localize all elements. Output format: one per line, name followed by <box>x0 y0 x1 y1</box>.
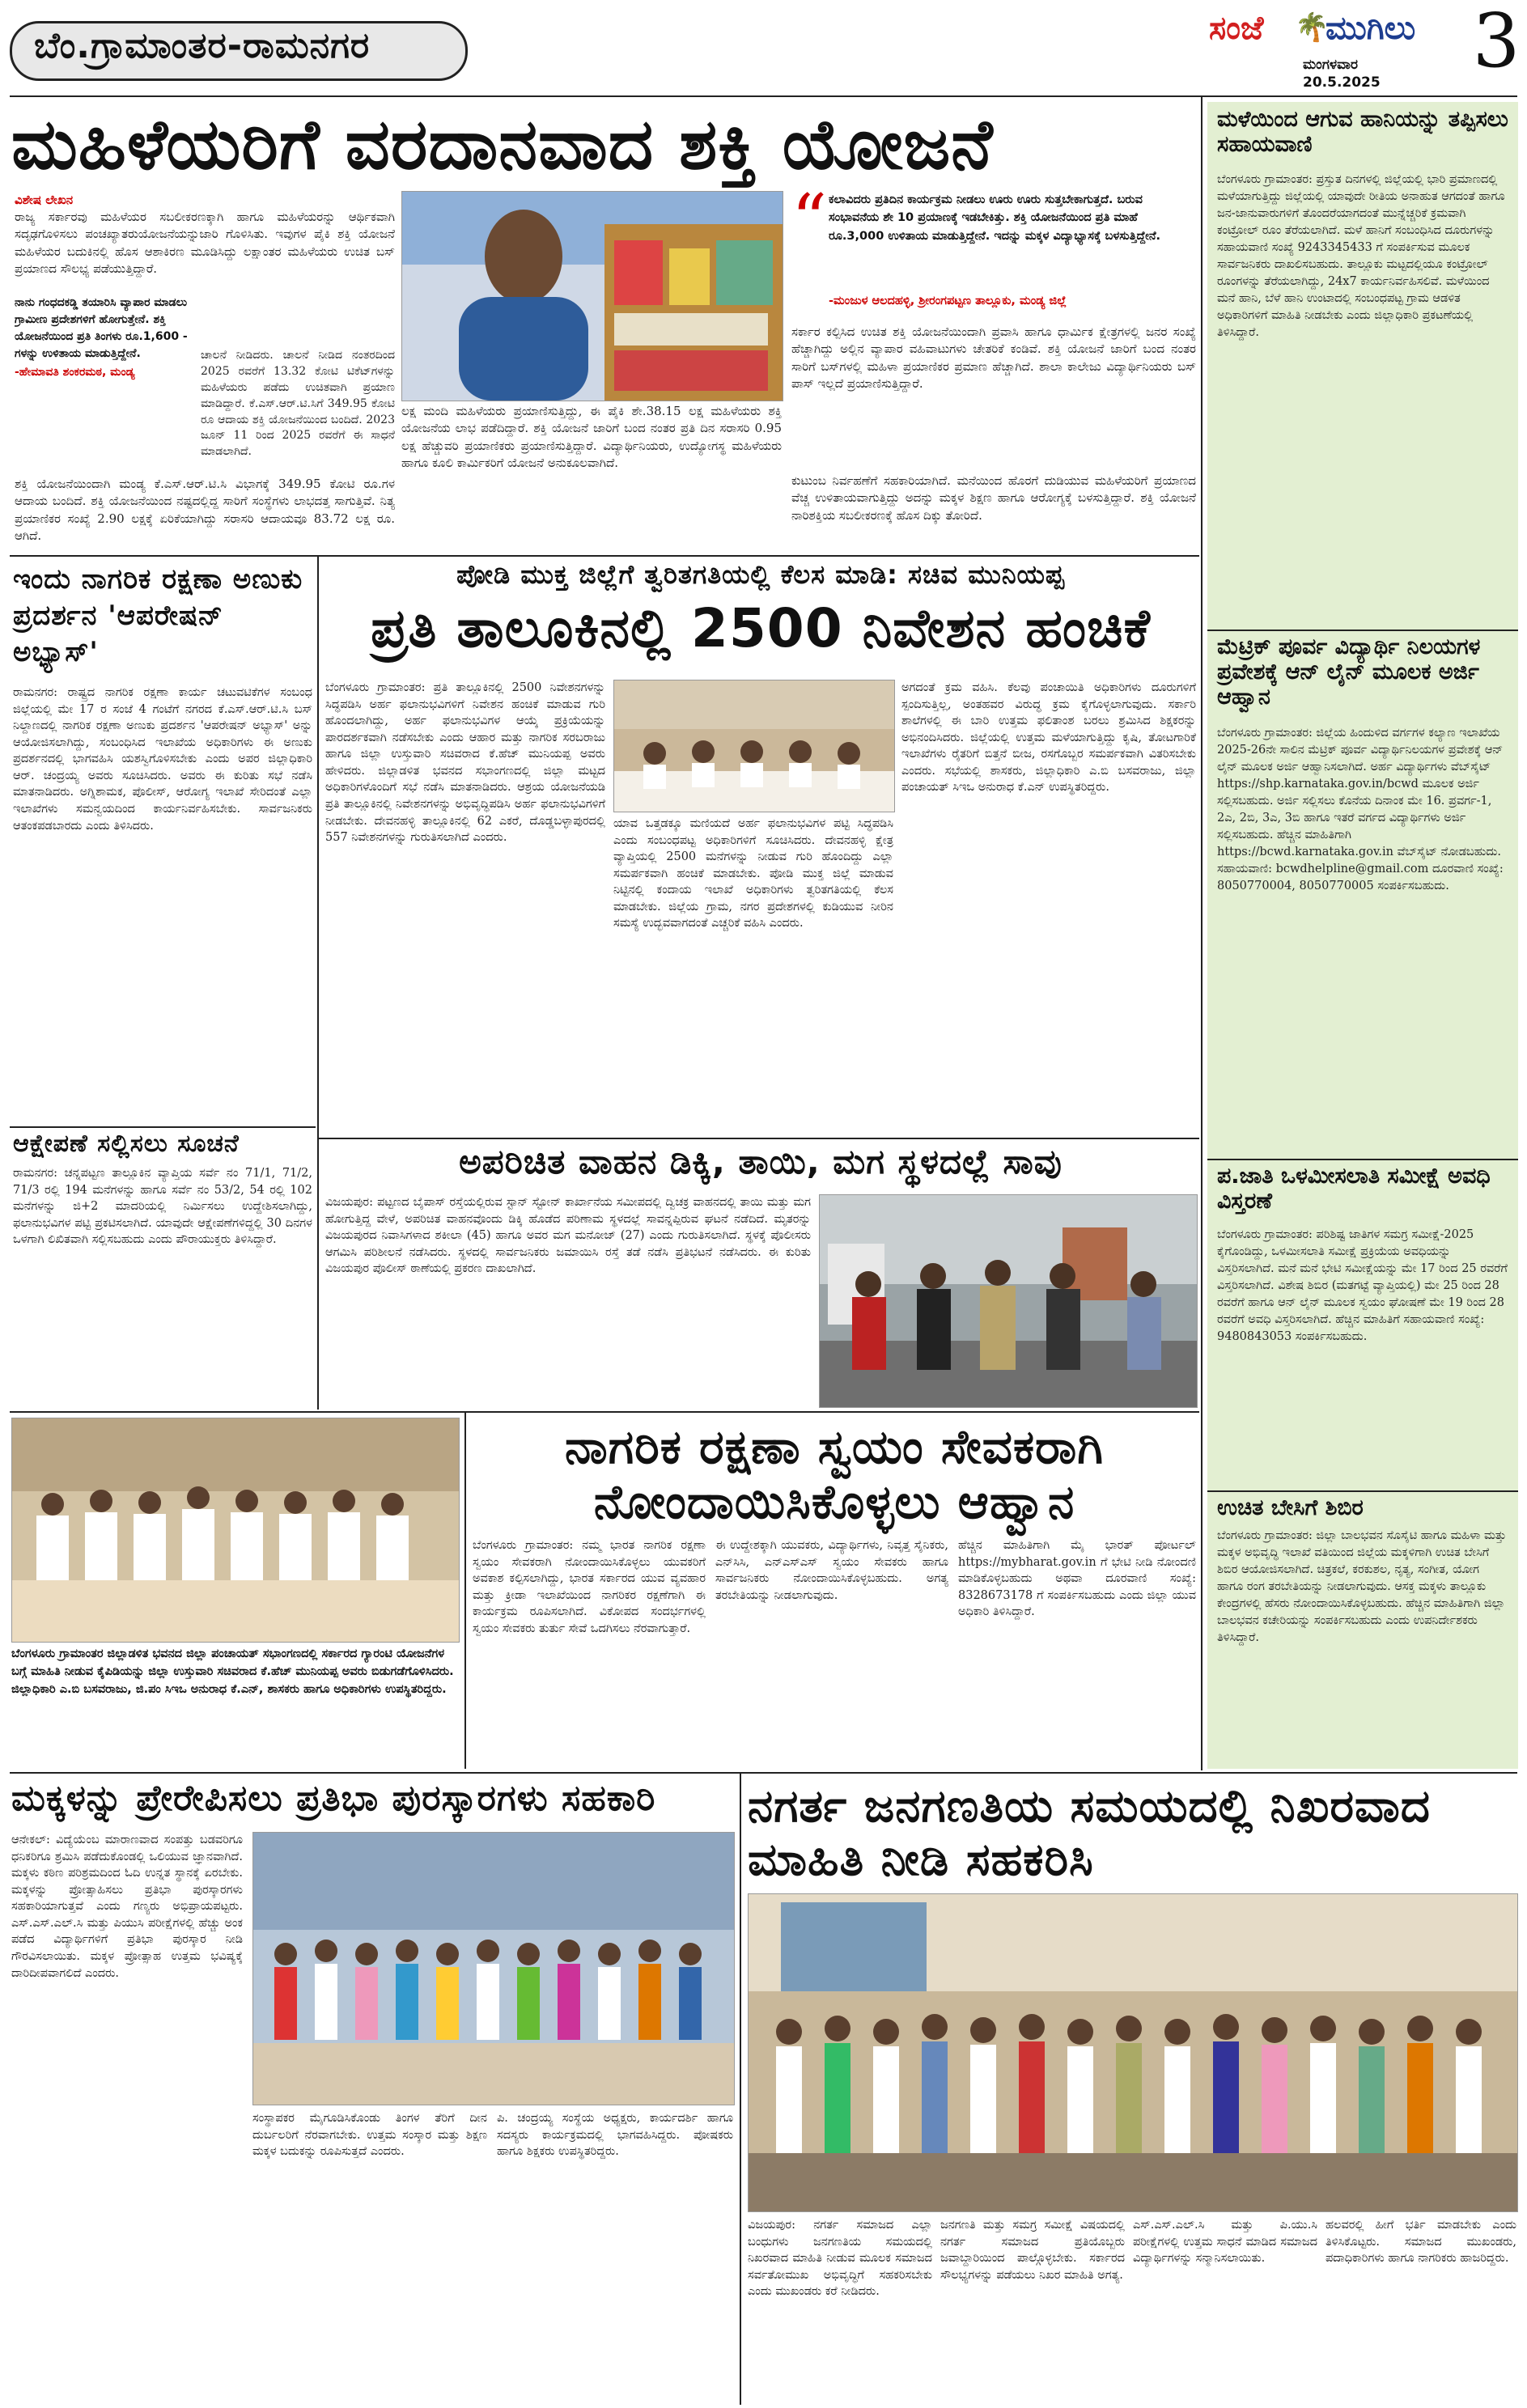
issue-day: ಮಂಗಳವಾರ <box>1303 57 1359 73</box>
lead-headline: ಮಹಿಳೆಯರಿಗೆ ವರದಾನವಾದ ಶಕ್ತಿ ಯೋಜನೆ <box>11 104 994 185</box>
volunteers-body3: ಹೆಚ್ಚಿನ ಮಾಹಿತಿಗಾಗಿ ಮೈ ಭಾರತ್ ಪೋರ್ಟಲ್ https://mybharat.gov.in ಗೆ ಭೇಟಿ ನೀಡಿ ನೋಂದಣಿ ಮಾಡಿಕೊಳ್ಳಬಹುದು ಅಥವಾ ದೂರವಾಣಿ ಸಂಖ್ಯೆ: 8328673178 ಗೆ ಸಂಪರ್ಕಿಸಬಹುದು ಎಂದು ಜಿಲ್ಲಾ ಯುವ ಅಧಿಕಾರಿ ತಿಳಿಸಿದ್ದಾರೆ. <box>958 1539 1196 1619</box>
hostel-body: ಬೆಂಗಳೂರು ಗ್ರಾಮಾಂತರ: ಜಿಲ್ಲೆಯ ಹಿಂದುಳಿದ ವರ್ಗಗಳ ಕಲ್ಯಾಣ ಇಲಾಖೆಯ 2025-26ನೇ ಸಾಲಿನ ಮೆಟ್ರಿಕ್ ಪೂರ್ವ ವಿದ್ಯಾರ್ಥಿನಿಲಯಗಳ ಪ್ರವೇಶಕ್ಕೆ ಆನ್ ಲೈನ್ ಮೂಲಕ ಅರ್ಜಿ ಆಹ್ವಾನಿಸಲಾಗಿದೆ. ಅರ್ಹ ವಿದ್ಯಾರ್ಥಿಗಳು ವೆಬ್‌ಸೈಟ್ https://shp.karnataka.gov.in/bcwd ಮೂಲಕ ಅರ್ಜಿ ಸಲ್ಲಿಸಬಹುದು. ಅರ್ಜಿ ಸಲ್ಲಿಸಲು ಕೊನೆಯ ದಿನಾಂಕ ಮೇ 16. ಪ್ರವರ್ಗ-1, 2ಎ, 2ಬಿ, 3ಎ, 3ಬಿ ಹಾಗೂ ಇತರೆ ವರ್ಗದ ವಿದ್ಯಾರ್ಥಿಗಳು ಅರ್ಜಿ ಸಲ್ಲಿಸಬಹುದು. ಹೆಚ್ಚಿನ ಮಾಹಿತಿಗಾಗಿ https://bcwd.karnataka.gov.in ವೆಬ್‌ಸೈಟ್ ನೋಡಬಹುದು. ಸಹಾಯವಾಣಿ: bcwdhelpline@gmail.com ದೂರವಾಣಿ ಸಂಖ್ಯೆ: 8050770004, 8050770005 ಸಂಪರ್ಕಿಸಬಹುದು. <box>1217 727 1504 893</box>
sites-kicker: ಪೋಡಿ ಮುಕ್ತ ಜಿಲ್ಲೆಗೆ ತ್ವರಿತಗತಿಯಲ್ಲಿ ಕೆಲಸ ಮಾಡಿ: ಸಚಿವ ಮುನಿಯಪ್ಪ <box>456 559 1065 590</box>
volunteers-body2: ಈ ಉದ್ದೇಶಕ್ಕಾಗಿ ಯುವಕರು, ವಿದ್ಯಾರ್ಥಿಗಳು, ನಿವೃತ್ತ ಸೈನಿಕರು, ಎನ್‌ಸಿಸಿ, ಎನ್‌ಎಸ್‌ಎಸ್ ಸ್ವಯಂ ಸೇವಕರು ಹಾಗೂ ಸಾರ್ವಜನಿಕರು ನೋಂದಾಯಿಸಿಕೊಳ್ಳಬಹುದು. ಅಗತ್ಯ ತರಬೇತಿಯನ್ನು ನೀಡಲಾಗುವುದು. <box>715 1539 948 1602</box>
lead-body-col2: ಚಾಲನೆ ನೀಡಿದರು. ಚಾಲನೆ ನೀಡಿದ ನಂತರದಿಂದ 2025 ರವರೆಗೆ 13.32 ಕೋಟಿ ಟಿಕೆಟ್‌ಗಳನ್ನು ಮಹಿಳೆಯರು ಪಡೆದು ಉಚಿತವಾಗಿ ಪ್ರಯಾಣ ಮಾಡಿದ್ದಾರೆ. ಕೆ.ಎಸ್.ಆರ್.ಟಿ.ಸಿಗೆ 349.95 ಕೋಟಿ ರೂ ಆದಾಯ ಶಕ್ತಿ ಯೋಜನೆಯಿಂದ ಬಂದಿದೆ. 2023 ಜೂನ್ 11 ರಿಂದ 2025 ರವರೆಗೆ ಈ ಸಾಧನೆ ಮಾಡಲಾಗಿದೆ. <box>201 349 395 459</box>
awards-body3: ಪಿ. ಚಂದ್ರಯ್ಯ ಸಂಸ್ಥೆಯ ಅಧ್ಯಕ್ಷರು, ಕಾರ್ಯದರ್ಶಿ ಹಾಗೂ ಸದಸ್ಯರು ಕಾರ್ಯಕ್ರಮದಲ್ಲಿ ಭಾಗವಹಿಸಿದ್ದರು. ಪೋಷಕರು ಹಾಗೂ ಶಿಕ್ಷಕರು ಉಪಸ್ಥಿತರಿದ್ದರು. <box>497 2112 733 2159</box>
paper-name-1: ಸಂಜೆ <box>1209 10 1264 47</box>
awards-photo <box>252 1832 735 2105</box>
page-number: 3 <box>1472 0 1521 84</box>
volunteers-headline: ನಾಗರಿಕ ರಕ್ಷಣಾ ಸ್ವಯಂ ಸೇವಕರಾಗಿ ನೋಂದಾಯಿಸಿಕೊಳ್ಳಲು ಆಹ್ವಾನ <box>565 1419 1104 1530</box>
census-body4: ಹಲವರಲ್ಲಿ ಹೀಗೆ ಭರ್ತಿ ಮಾಡಬೇಕು ಎಂದು ತಿಳಿಸಿಕೊಟ್ಟರು. ಸಮಾಜದ ಮುಖಂಡರು, ಪದಾಧಿಕಾರಿಗಳು ಹಾಗೂ ನಾಗರಿಕರು ಹಾಜರಿದ್ದರು. <box>1326 2219 1516 2266</box>
lead-kicker: ವಿಶೇಷ ಲೇಖನ <box>15 193 74 207</box>
lead-photo <box>401 191 783 401</box>
section-title: ಬೆಂ.ಗ್ರಾಮಾಂತರ-ರಾಮನಗರ <box>34 25 371 66</box>
sites-body1: ಬೆಂಗಳೂರು ಗ್ರಾಮಾಂತರ: ಪ್ರತಿ ತಾಲ್ಲೂಕಿನಲ್ಲಿ 2500 ನಿವೇಶನಗಳನ್ನು ಸಿದ್ಧಪಡಿಸಿ ಅರ್ಹ ಫಲಾನುಭವಿಗಳಿಗೆ ನಿವೇಶನ ಹಂಚಿಕೆ ಮಾಡುವ ಗುರಿ ಹೊಂದಲಾಗಿದ್ದು, ಅರ್ಹ ಫಲಾನುಭವಿಗಳ ಆಯ್ಕೆ ಪ್ರಕ್ರಿಯೆಯನ್ನು ಪಾರದರ್ಶಕವಾಗಿ ನಡೆಸಬೇಕು ಎಂದು ಆಹಾರ ಮತ್ತು ನಾಗರಿಕ ಸರಬರಾಜು ಹಾಗೂ ಜಿಲ್ಲಾ ಉಸ್ತುವಾರಿ ಸಚಿವರಾದ ಕೆ.ಹೆಚ್ ಮುನಿಯಪ್ಪ ಅವರು ಹೇಳಿದರು. ಜಿಲ್ಲಾಡಳಿತ ಭವನದ ಸಭಾಂಗಣದಲ್ಲಿ ಜಿಲ್ಲಾ ಮಟ್ಟದ ಅಧಿಕಾರಿಗಳೊಂದಿಗೆ ಸಭೆ ನಡೆಸಿ ಮಾತನಾಡಿದರು. ಆಶ್ರಯ ಯೋಜನೆಯಡಿ ಪ್ರತಿ ತಾಲ್ಲೂಕಿನಲ್ಲಿ ನಿವೇಶನಗಳನ್ನು ಅಭಿವೃದ್ಧಿಪಡಿಸಿ ಅರ್ಹ ಫಲಾನುಭವಿಗಳಿಗೆ ನೀಡಬೇಕು. ದೇವನಹಳ್ಳಿ ತಾಲ್ಲೂಕಿನಲ್ಲಿ 62 ಎಕರೆ, ದೊಡ್ಡಬಳ್ಳಾಪುರದಲ್ಲಿ 557 ನಿವೇಶನಗಳನ್ನು ಗುರುತಿಸಲಾಗಿದೆ ಎಂದರು. <box>325 681 605 845</box>
sites-body3: ಅಗದಂತೆ ಕ್ರಮ ವಹಿಸಿ. ಕೆಲವು ಪಂಚಾಯಿತಿ ಅಧಿಕಾರಿಗಳು ದೂರುಗಳಿಗೆ ಸ್ಪಂದಿಸುತ್ತಿಲ್ಲ, ಅಂತಹವರ ವಿರುದ್ಧ ಕ್ರಮ ಕೈಗೊಳ್ಳಲಾಗುವುದು. ಸರ್ಕಾರಿ ಶಾಲೆಗಳಲ್ಲಿ ಈ ಬಾರಿ ಉತ್ತಮ ಫಲಿತಾಂಶ ಬರಲು ಶ್ರಮಿಸಿದ ಶಿಕ್ಷಕರನ್ನು ಅಭಿನಂದಿಸಿದರು. ಜಿಲ್ಲೆಯಲ್ಲಿ ಉತ್ತಮ ಮಳೆಯಾಗುತ್ತಿದ್ದು ಕೃಷಿ, ತೋಟಗಾರಿಕೆ ಇಲಾಖೆಗಳು ರೈತರಿಗೆ ಬಿತ್ತನೆ ಬೀಜ, ರಸಗೊಬ್ಬರ ಸಮರ್ಪಕವಾಗಿ ವಿತರಿಸಬೇಕು ಎಂದರು. ಸಭೆಯಲ್ಲಿ ಶಾಸಕರು, ಜಿಲ್ಲಾಧಿಕಾರಿ ಎ.ಬಿ ಬಸವರಾಜು, ಜಿಲ್ಲಾ ಪಂಚಾಯತ್ ಸಿಇಒ ಅನುರಾಧ ಕೆ.ಎನ್ ಉಪಸ್ಥಿತರಿದ್ದರು. <box>901 681 1196 795</box>
lead-quote-right: “ ಕಲಾವಿದರು ಪ್ರತಿದಿನ ಕಾರ್ಯಕ್ರಮ ನೀಡಲು ಊರು ಊರು ಸುತ್ತಬೇಕಾಗುತ್ತದೆ. ಬರುವ ಸಂಭಾವನೆಯ ಶೇ 10 ಪ್ರಯಾಣಕ್ಕೆ ಇಡಬೇಕಿತ್ತು. ಶಕ್ತಿ ಯೋಜನೆಯಿಂದ ಪ್ರತಿ ಮಾಹೆ ರೂ.3,000 ಉಳಿತಾಯ ಮಾಡುತ್ತಿದ್ದೇನೆ. ಇದನ್ನು ಮಕ್ಕಳ ವಿದ್ಯಾಭ್ಯಾಸಕ್ಕೆ ಬಳಸುತ್ತಿದ್ದೇನೆ. -ಮಂಜುಳ ಆಲದಹಳ್ಳಿ, ಶ್ರೀರಂಗಪಟ್ಟಣ ತಾಲ್ಲೂಕು, ಮಂಡ್ಯ ಜಿಲ್ಲೆ <box>791 191 1196 320</box>
sites-body2: ಯಾವ ಒತ್ತಡಕ್ಕೂ ಮಣಿಯದೆ ಅರ್ಹ ಫಲಾನುಭವಿಗಳ ಪಟ್ಟಿ ಸಿದ್ಧಪಡಿಸಿ ಎಂದು ಸಂಬಂಧಪಟ್ಟ ಅಧಿಕಾರಿಗಳಿಗೆ ಸೂಚಿಸಿದರು. ದೇವನಹಳ್ಳಿ ಕ್ಷೇತ್ರ ವ್ಯಾಪ್ತಿಯಲ್ಲಿ 2500 ಮನೆಗಳನ್ನು ನೀಡುವ ಗುರಿ ಹೊಂದಿದ್ದು ಎಲ್ಲಾ ಸಮರ್ಪಕವಾಗಿ ಹಂಚಿಕೆ ಮಾಡಬೇಕು. ಪೋಡಿ ಮುಕ್ತ ಜಿಲ್ಲೆ ಮಾಡುವ ನಿಟ್ಟಿನಲ್ಲಿ ಕಂದಾಯ ಇಲಾಖೆ ಅಧಿಕಾರಿಗಳು ತ್ವರಿತಗತಿಯಲ್ಲಿ ಕೆಲಸ ಮಾಡಬೇಕು. ಜಿಲ್ಲೆಯ ಗ್ರಾಮ, ನಗರ ಪ್ರದೇಶಗಳಲ್ಲಿ ಕುಡಿಯುವ ನೀರಿನ ಸಮಸ್ಯೆ ಉದ್ಭವವಾಗದಂತೆ ಎಚ್ಚರಿಕೆ ವಹಿಸಿ ಎಂದರು. <box>613 817 893 931</box>
accident-body: ವಿಜಯಪುರ: ಪಟ್ಟಣದ ಬೈಪಾಸ್ ರಸ್ತೆಯಲ್ಲಿರುವ ಸ್ಟಾನ್ ಸ್ಟೋನ್ ಕಾರ್ಖಾನೆಯ ಸಮೀಪದಲ್ಲಿ ದ್ವಿಚಕ್ರ ವಾಹನದಲ್ಲಿ ತಾಯಿ ಮತ್ತು ಮಗ ಹೋಗುತ್ತಿದ್ದ ವೇಳೆ, ಅಪರಿಚಿತ ವಾಹನವೊಂದು ಡಿಕ್ಕಿ ಹೊಡೆದ ಪರಿಣಾಮ ಸ್ಥಳದಲ್ಲೆ ಸಾವನ್ನಪ್ಪಿರುವ ಘಟನೆ ನಡೆದಿದೆ. ಮೃತರನ್ನು ವಿಜಯಪುರದ ನಿವಾಸಿಗಳಾದ ಶಕೀಲಾ (45) ಹಾಗೂ ಅವರ ಮಗ ಮನೋಜ್ (27) ಎಂದು ಗುರುತಿಸಲಾಗಿದೆ. ಸ್ಥಳಕ್ಕೆ ಪೊಲೀಸರು ಆಗಮಿಸಿ ಪರಿಶೀಲನೆ ನಡೆಸಿದರು. ಸ್ಥಳದಲ್ಲಿ ಸಾರ್ವಜನಿಕರು ಜಮಾಯಿಸಿ ರಸ್ತೆ ತಡೆ ನಡೆಸಿ ಪ್ರತಿಭಟನೆ ನಡೆಸಿದರು. ಈ ಕುರಿತು ವಿಜಯಪುರ ಪೊಲೀಸ್ ಠಾಣೆಯಲ್ಲಿ ಪ್ರಕರಣ ದಾಖಲಾಗಿದೆ. <box>325 1196 811 1276</box>
census-body2: ಜನಗಣತಿ ಮತ್ತು ಸಮಗ್ರ ಸಮೀಕ್ಷೆ ವಿಷಯದಲ್ಲಿ ನಗರ್ತ ಸಮಾಜದ ಪ್ರತಿಯೊಬ್ಬರು ಜವಾಬ್ದಾರಿಯಿಂದ ಪಾಲ್ಗೊಳ್ಳಬೇಕು. ಸರ್ಕಾರದ ಸೌಲಭ್ಯಗಳನ್ನು ಪಡೆಯಲು ನಿಖರ ಮಾಹಿತಿ ಅಗತ್ಯ. <box>940 2219 1125 2282</box>
objections-headline: ಆಕ್ಷೇಪಣೆ ಸಲ್ಲಿಸಲು ಸೂಚನೆ <box>13 1130 240 1158</box>
census-photo <box>748 1893 1518 2212</box>
caste-body: ಬೆಂಗಳೂರು ಗ್ರಾಮಾಂತರ: ಪರಿಶಿಷ್ಟ ಜಾತಿಗಳ ಸಮಗ್ರ ಸಮೀಕ್ಷೆ-2025 ಕೈಗೊಂಡಿದ್ದು, ಒಳಮೀಸಲಾತಿ ಸಮೀಕ್ಷೆ ಪ್ರಕ್ರಿಯೆಯ ಅವಧಿಯನ್ನು ವಿಸ್ತರಿಸಲಾಗಿದೆ. ಮನೆ ಮನೆ ಭೇಟಿ ಸಮೀಕ್ಷೆಯನ್ನು ಮೇ 17 ರಿಂದ 25 ರವರೆಗೆ ವಿಸ್ತರಿಸಲಾಗಿದೆ. ವಿಶೇಷ ಶಿಬಿರ (ಮತಗಟ್ಟೆ ವ್ಯಾಪ್ತಿಯಲ್ಲಿ) ಮೇ 25 ರಿಂದ 28 ರವರೆಗೆ ಹಾಗೂ ಆನ್ ಲೈನ್ ಮೂಲಕ ಸ್ವಯಂ ಘೋಷಣೆ ಮೇ 19 ರಿಂದ 28 ರವರೆಗೆ ಅವಧಿ ವಿಸ್ತರಿಸಲಾಗಿದೆ. ಹೆಚ್ಚಿನ ಮಾಹಿತಿಗೆ ಸಹಾಯವಾಣಿ ಸಂಖ್ಯೆ: 9480843053 ಸಂಪರ್ಕಿಸಬಹುದು. <box>1217 1228 1508 1344</box>
accident-headline: ಅಪರಿಚಿತ ವಾಹನ ಡಿಕ್ಕಿ, ತಾಯಿ, ಮಗ ಸ್ಥಳದಲ್ಲೆ ಸಾವು <box>459 1142 1063 1181</box>
sites-headline: ಪ್ರತಿ ತಾಲೂಕಿನಲ್ಲಿ 2500 ನಿವೇಶನ ಹಂಚಿಕೆ <box>371 597 1151 659</box>
release-photo-caption: ಬೆಂಗಳೂರು ಗ್ರಾಮಾಂತರ ಜಿಲ್ಲಾಡಳಿತ ಭವನದ ಜಿಲ್ಲಾ ಪಂಚಾಯತ್ ಸಭಾಂಗಣದಲ್ಲಿ ಸರ್ಕಾರದ ಗ್ಯಾರಂಟಿ ಯೋಜನೆಗಳ ಬಗ್ಗೆ ಮಾಹಿತಿ ನೀಡುವ ಕೈಪಿಡಿಯನ್ನು ಜಿಲ್ಲಾ ಉಸ್ತುವಾರಿ ಸಚಿವರಾದ ಕೆ.ಹೆಚ್ ಮುನಿಯಪ್ಪ ಅವರು ಬಿಡುಗಡೆಗೊಳಿಸಿದರು. ಜಿಲ್ಲಾಧಿಕಾರಿ ಎ.ಬಿ ಬಸವರಾಜು, ಜಿ.ಪಂ ಸಿಇಒ ಅನುರಾಧ ಕೆ.ಎನ್, ಶಾಸಕರು ಹಾಗೂ ಅಧಿಕಾರಿಗಳು ಉಪಸ್ಥಿತರಿದ್ದರು. <box>11 1647 454 1696</box>
masthead-logo <box>1206 6 1473 97</box>
lead-intro: ರಾಜ್ಯ ಸರ್ಕಾರವು ಮಹಿಳೆಯರ ಸಬಲೀಕರಣಕ್ಕಾಗಿ ಹಾಗೂ ಮಹಿಳೆಯರನ್ನು ಆರ್ಥಿಕವಾಗಿ ಸದೃಢಗೊಳಿಸಲು ಪಂಚಖ್ಯಾತರುಯೋಜನೆಯನ್ನುಜಾರಿ ಗೊಳಿಸಿತು. ಇವುಗಳ ಪೈಕಿ ಶಕ್ತಿ ಯೋಜನೆ ಮಹಿಳೆಯರ ಬದುಕಿನಲ್ಲಿ ಹೊಸ ಆಶಾಕಿರಣ ಮೂಡಿಸಿದ್ದು ಲಕ್ಷಾಂತರ ಮಹಿಳೆಯರು ಉಚಿತ ಬಸ್ ಪ್ರಯಾಣದ ಸೌಲಭ್ಯ ಪಡೆಯುತ್ತಿದ್ದಾರೆ. <box>15 210 395 276</box>
civil-defence-body: ರಾಮನಗರ: ರಾಷ್ಟ್ರದ ನಾಗರಿಕ ರಕ್ಷಣಾ ಕಾರ್ಯ ಚಟುವಟಿಕೆಗಳ ಸಂಬಂಧ ಜಿಲ್ಲೆಯಲ್ಲಿ ಮೇ 17 ರ ಸಂಜೆ 4 ಗಂಟೆಗೆ ನಗರದ ಕೆ.ಎಸ್.ಆರ್.ಟಿ.ಸಿ ಬಸ್ ನಿಲ್ದಾಣದಲ್ಲಿ ನಾಗರಿಕ ರಕ್ಷಣಾ ಅಣುಕು ಪ್ರದರ್ಶನ 'ಆಪರೇಷನ್ ಅಭ್ಯಾಸ್' ಅನ್ನು ಆಯೋಜಿಸಲಾಗಿದ್ದು, ಸಂಬಂಧಿಸಿದ ಇಲಾಖೆಯ ಅಧಿಕಾರಿಗಳು ಈ ಅಣುಕು ಪ್ರದರ್ಶನದಲ್ಲಿ ಭಾಗವಹಿಸಿ ಯಶಸ್ವಿಗೊಳಿಸಬೇಕು ಎಂದು ಅಪರ ಜಿಲ್ಲಾಧಿಕಾರಿ ಆರ್. ಚಂದ್ರಯ್ಯ ಅವರು ಸೂಚಿಸಿದರು. ಅವರು ಈ ಕುರಿತು ಸಭೆ ನಡೆಸಿ ಮಾತನಾಡಿದರು. ಅಗ್ನಿಶಾಮಕ, ಪೊಲೀಸ್, ಆರೋಗ್ಯ ಇಲಾಖೆ ಸೇರಿದಂತೆ ಎಲ್ಲಾ ಇಲಾಖೆಗಳು ಸಮನ್ವಯದಿಂದ ಕಾರ್ಯನಿರ್ವಹಿಸಬೇಕು. ಸಾರ್ವಜನಿಕರು ಆತಂಕಪಡಬಾರದು ಎಂದು ತಿಳಿಸಿದರು. <box>13 686 312 833</box>
law-headline: ಉಚಿತ ಬೇಸಿಗೆ ಶಿಬಿರ <box>1217 1495 1364 1520</box>
lead-quote-left: ನಾನು ಗಂಧದಕಡ್ಡಿ ತಯಾರಿಸಿ ವ್ಯಾಪಾರ ಮಾಡಲು ಗ್ರಾಮೀಣ ಪ್ರದೇಶಗಳಿಗೆ ಹೋಗುತ್ತೇನೆ. ಶಕ್ತಿ ಯೋಜನೆಯಿಂದ ಪ್ರತಿ ತಿಂಗಳು ರೂ.1,600 - ಗಳನ್ನು ಉಳಿತಾಯ ಮಾಡುತ್ತಿದ್ದೇನೆ. -ಹೇಮಾವತಿ ಶಂಕರಮಠ, ಮಂಡ್ಯ <box>15 296 188 379</box>
lead-body-col4: ಸರ್ಕಾರ ಕಲ್ಪಿಸಿದ ಉಚಿತ ಶಕ್ತಿ ಯೋಜನೆಯಿಂದಾಗಿ ಪ್ರವಾಸಿ ಹಾಗೂ ಧಾರ್ಮಿಕ ಕ್ಷೇತ್ರಗಳಲ್ಲಿ ಜನರ ಸಂಖ್ಯೆ ಹೆಚ್ಚಾಗಿದ್ದು ಅಲ್ಲಿನ ವ್ಯಾಪಾರ ವಹಿವಾಟುಗಳು ಚೇತರಿಕೆ ಕಂಡಿವೆ. ಶಕ್ತಿ ಯೋಜನೆ ಜಾರಿಗೆ ಬಂದ ನಂತರ ಸಾರಿಗೆ ಬಸ್‌ಗಳಲ್ಲಿ ಮಹಿಳಾ ಪ್ರಯಾಣಿಕರ ಪ್ರಮಾಣ ಹೆಚ್ಚಾಗಿದೆ. ಶಾಲಾ ಕಾಲೇಜು ವಿದ್ಯಾರ್ಥಿನಿಯರು ಬಸ್ ಪಾಸ್ ಇಲ್ಲದೆ ಪ್ರಯಾಣಿಸುತ್ತಿದ್ದಾರೆ. <box>791 324 1196 391</box>
sites-photo <box>613 680 895 812</box>
lead-body-col3: ಲಕ್ಷ ಮಂದಿ ಮಹಿಳೆಯರು ಪ್ರಯಾಣಿಸುತ್ತಿದ್ದು, ಈ ಪೈಕಿ ಶೇ.38.15 ಲಕ್ಷ ಮಹಿಳೆಯರು ಶಕ್ತಿ ಯೋಜನೆಯ ಲಾಭ ಪಡೆದಿದ್ದಾರೆ. ಶಕ್ತಿ ಯೋಜನೆ ಜಾರಿಗೆ ಬಂದ ನಂತರ ಪ್ರತಿ ದಿನ ಸರಾಸರಿ 0.95 ಲಕ್ಷ ಹೆಚ್ಚುವರಿ ಪ್ರಯಾಣಿಕರು ಪ್ರಯಾಣಿಸುತ್ತಿದ್ದಾರೆ. ವಿದ್ಯಾರ್ಥಿನಿಯರು, ಉದ್ಯೋಗಸ್ಥ ಮಹಿಳೆಯರು ಹಾಗೂ ಕೂಲಿ ಕಾರ್ಮಿಕರಿಗೆ ಯೋಜನೆ ಅನುಕೂಲವಾಗಿದೆ. <box>401 404 782 470</box>
paper-name-2: ಮುಗಿಲು <box>1326 10 1416 47</box>
awards-body2: ಸಂಸ್ಥಾಪಕರ ಮೈಗೂಡಿಸಿಕೊಂಡು ತಿಂಗಳ ತೆರಿಗೆ ದೀನ ದುರ್ಬಲರಿಗೆ ನೆರವಾಗಬೇಕು. ಉತ್ತಮ ಸಂಸ್ಕಾರ ಮತ್ತು ಶಿಕ್ಷಣ ಮಕ್ಕಳ ಬದುಕನ್ನು ರೂಪಿಸುತ್ತದೆ ಎಂದರು. <box>252 2112 487 2159</box>
census-body3: ಎಸ್.ಎಸ್.ಎಲ್.ಸಿ ಮತ್ತು ಪಿ.ಯು.ಸಿ ಪರೀಕ್ಷೆಗಳಲ್ಲಿ ಉತ್ತಮ ಸಾಧನೆ ಮಾಡಿದ ಸಮಾಜದ ವಿದ್ಯಾರ್ಥಿಗಳನ್ನು ಸನ್ಮಾನಿಸಲಾಯಿತು. <box>1133 2219 1317 2266</box>
section-banner <box>10 10 1199 87</box>
objections-body: ರಾಮನಗರ: ಚನ್ನಪಟ್ಟಣ ತಾಲ್ಲೂಕಿನ ವ್ಯಾಪ್ತಿಯ ಸರ್ವೆ ನಂ 71/1, 71/2, 71/3 ರಲ್ಲಿ 194 ಮನೆಗಳನ್ನು ಹಾಗೂ ಸರ್ವೆ ನಂ 53/2, 54 ರಲ್ಲಿ 102 ಮನೆಗಳನ್ನು ಜಿ+2 ಮಾದರಿಯಲ್ಲಿ ನಿರ್ಮಿಸಲು ಉದ್ದೇಶಿಸಲಾಗಿದ್ದು, ಫಲಾನುಭವಿಗಳ ಪಟ್ಟಿ ಪ್ರಕಟಿಸಲಾಗಿದೆ. ಯಾವುದೇ ಆಕ್ಷೇಪಣೆಗಳಿದ್ದಲ್ಲಿ 30 ದಿನಗಳ ಒಳಗಾಗಿ ಲಿಖಿತವಾಗಿ ಸಲ್ಲಿಸಬಹುದು ಎಂದು ಪೌರಾಯುಕ್ತರು ತಿಳಿಸಿದ್ದಾರೆ. <box>13 1167 312 1247</box>
release-photo <box>11 1418 460 1643</box>
palm-tree-icon: 🌴 <box>1295 11 1330 44</box>
hostel-headline: ಮೆಟ್ರಿಕ್ ಪೂರ್ವ ವಿದ್ಯಾರ್ಥಿ ನಿಲಯಗಳ ಪ್ರವೇಶಕ್ಕೆ ಆನ್ ಲೈನ್ ಮೂಲಕ ಅರ್ಜಿ ಆಹ್ವಾನ <box>1217 634 1481 710</box>
volunteers-body1: ಬೆಂಗಳೂರು ಗ್ರಾಮಾಂತರ: ನಮ್ಮ ಭಾರತ ನಾಗರಿಕ ರಕ್ಷಣಾ ಸ್ವಯಂ ಸೇವಕರಾಗಿ ನೋಂದಾಯಿಸಿಕೊಳ್ಳಲು ಯುವಕರಿಗೆ ಅವಕಾಶ ಕಲ್ಪಿಸಲಾಗಿದ್ದು, ಭಾರತ ಸರ್ಕಾರದ ಯುವ ವ್ಯವಹಾರ ಮತ್ತು ಕ್ರೀಡಾ ಇಲಾಖೆಯಿಂದ ನಾಗರಿಕರ ರಕ್ಷಣೆಗಾಗಿ ಈ ಕಾರ್ಯಕ್ರಮ ರೂಪಿಸಲಾಗಿದೆ. ವಿಕೋಪದ ಸಂದರ್ಭಗಳಲ್ಲಿ ಸ್ವಯಂ ಸೇವಕರು ತುರ್ತು ಸೇವೆ ಒದಗಿಸಲು ನೆರವಾಗುತ್ತಾರೆ. <box>473 1539 706 1635</box>
law-body: ಬೆಂಗಳೂರು ಗ್ರಾಮಾಂತರ: ಜಿಲ್ಲಾ ಬಾಲಭವನ ಸೊಸೈಟಿ ಹಾಗೂ ಮಹಿಳಾ ಮತ್ತು ಮಕ್ಕಳ ಅಭಿವೃದ್ಧಿ ಇಲಾಖೆ ವತಿಯಿಂದ ಜಿಲ್ಲೆಯ ಮಕ್ಕಳಿಗಾಗಿ ಉಚಿತ ಬೇಸಿಗೆ ಶಿಬಿರ ಆಯೋಜಿಸಲಾಗಿದೆ. ಚಿತ್ರಕಲೆ, ಕರಕುಶಲ, ನೃತ್ಯ, ಸಂಗೀತ, ಯೋಗ ಹಾಗೂ ರಂಗ ತರಬೇತಿಯನ್ನು ನೀಡಲಾಗುವುದು. ಆಸಕ್ತ ಮಕ್ಕಳು ತಾಲ್ಲೂಕು ಕೇಂದ್ರಗಳಲ್ಲಿ ಹೆಸರು ನೋಂದಾಯಿಸಿಕೊಳ್ಳಬಹುದು. ಹೆಚ್ಚಿನ ಮಾಹಿತಿಗಾಗಿ ಜಿಲ್ಲಾ ಬಾಲಭವನ ಕಚೇರಿಯನ್ನು ಸಂಪರ್ಕಿಸಬಹುದು ಎಂದು ಉಪನಿರ್ದೇಶಕರು ತಿಳಿಸಿದ್ದಾರೆ. <box>1217 1529 1507 1645</box>
census-headline: ನಗರ್ತ ಜನಗಣತಿಯ ಸಮಯದಲ್ಲಿ ನಿಖರವಾದ ಮಾಹಿತಿ ನೀಡಿ ಸಹಕರಿಸಿ <box>748 1780 1431 1887</box>
lead-body-col5: ಕುಟುಂಬ ನಿರ್ವಹಣೆಗೆ ಸಹಕಾರಿಯಾಗಿದೆ. ಮನೆಯಿಂದ ಹೊರಗೆ ದುಡಿಯುವ ಮಹಿಳೆಯರಿಗೆ ಪ್ರಯಾಣದ ವೆಚ್ಚ ಉಳಿತಾಯವಾಗುತ್ತಿದ್ದು ಅದನ್ನು ಮಕ್ಕಳ ಶಿಕ್ಷಣ ಹಾಗೂ ಆರೋಗ್ಯಕ್ಕೆ ಬಳಸುತ್ತಿದ್ದಾರೆ. ಶಕ್ತಿ ಯೋಜನೆ ನಾರಿಶಕ್ತಿಯ ಸಬಲೀಕರಣಕ್ಕೆ ಹೊಸ ದಿಕ್ಕು ತೋರಿದೆ. <box>791 473 1196 523</box>
sidebar <box>1207 102 1518 1769</box>
accident-photo <box>819 1194 1198 1408</box>
caste-headline: ಪ.ಜಾತಿ ಒಳಮೀಸಲಾತಿ ಸಮೀಕ್ಷೆ ಅವಧಿ ವಿಸ್ತರಣೆ <box>1217 1164 1491 1215</box>
awards-body1: ಆನೇಕಲ್: ವಿದ್ಯೆಯೆಂಬ ಮಾರಾಣವಾದ ಸಂಪತ್ತು ಬಡವರಿಗೂ ಧನಿಕರಿಗೂ ಶ್ರಮಿಸಿ ಪಡೆದುಕೊಂಡಲ್ಲಿ ಒಲಿಯುವ ಜ್ಞಾನವಾಗಿದೆ. ಮಕ್ಕಳು ಕಠಿಣ ಪರಿಶ್ರಮದಿಂದ ಓದಿ ಉನ್ನತ ಸ್ಥಾನಕ್ಕೆ ಏರಬೇಕು. ಮಕ್ಕಳನ್ನು ಪ್ರೋತ್ಸಾಹಿಸಲು ಪ್ರತಿಭಾ ಪುರಸ್ಕಾರಗಳು ಸಹಕಾರಿಯಾಗುತ್ತವೆ ಎಂದು ಗಣ್ಯರು ಅಭಿಪ್ರಾಯಪಟ್ಟರು. ಎಸ್.ಎಸ್.ಎಲ್.ಸಿ ಮತ್ತು ಪಿಯುಸಿ ಪರೀಕ್ಷೆಗಳಲ್ಲಿ ಹೆಚ್ಚು ಅಂಕ ಪಡೆದ ವಿದ್ಯಾರ್ಥಿಗಳಿಗೆ ಪ್ರತಿಭಾ ಪುರಸ್ಕಾರ ನೀಡಿ ಗೌರವಿಸಲಾಯಿತು. ಮಕ್ಕಳ ಪ್ರೋತ್ಸಾಹ ಉತ್ತಮ ಭವಿಷ್ಯಕ್ಕೆ ದಾರಿದೀಪವಾಗಲಿದೆ ಎಂದರು. <box>11 1834 243 1980</box>
awards-headline: ಮಕ್ಕಳನ್ನು ಪ್ರೇರೇಪಿಸಲು ಪ್ರತಿಭಾ ಪುರಸ್ಕಾರಗಳು ಸಹಕಾರಿ <box>11 1778 656 1819</box>
masthead-rule <box>10 95 1517 97</box>
civil-defence-headline: ಇಂದು ನಾಗರಿಕ ರಕ್ಷಣಾ ಅಣುಕು ಪ್ರದರ್ಶನ 'ಆಪರೇಷನ್ ಅಭ್ಯಾಸ್' <box>13 563 303 668</box>
quote-mark-icon: “ <box>791 191 827 261</box>
lead-body-col1: ಶಕ್ತಿ ಯೋಜನೆಯಿಂದಾಗಿ ಮಂಡ್ಯ ಕೆ.ಎಸ್.ಆರ್.ಟಿ.ಸಿ ವಿಭಾಗಕ್ಕೆ 349.95 ಕೋಟಿ ರೂ.ಗಳ ಆದಾಯ ಬಂದಿದೆ. ಶಕ್ತಿ ಯೋಜನೆಯಿಂದ ನಷ್ಟದಲ್ಲಿದ್ದ ಸಾರಿಗೆ ಸಂಸ್ಥೆಗಳು ಲಾಭದತ್ತ ಸಾಗುತ್ತಿವೆ. ನಿತ್ಯ ಪ್ರಯಾಣಿಕರ ಸಂಖ್ಯೆ 2.90 ಲಕ್ಷಕ್ಕೆ ಏರಿಕೆಯಾಗಿದ್ದು ಸರಾಸರಿ ಆದಾಯವೂ 83.72 ಲಕ್ಷ ರೂ. ಆಗಿದೆ. <box>15 477 395 543</box>
issue-date: 20.5.2025 <box>1303 74 1381 91</box>
helpline-body: ಬೆಂಗಳೂರು ಗ್ರಾಮಾಂತರ: ಪ್ರಸ್ತುತ ದಿನಗಳಲ್ಲಿ ಜಿಲ್ಲೆಯಲ್ಲಿ ಭಾರಿ ಪ್ರಮಾಣದಲ್ಲಿ ಮಳೆಯಾಗುತ್ತಿದ್ದು ಜಿಲ್ಲೆಯಲ್ಲಿ ಯಾವುದೇ ರೀತಿಯ ಅನಾಹುತ ಆಗದಂತೆ ಹಾಗೂ ಜನ-ಜಾನುವಾರುಗಳಿಗೆ ತೊಂದರೆಯಾಗದಂತೆ ಮುನ್ನೆಚ್ಚರಿಕೆ ಕ್ರಮವಾಗಿ ಕಂಟ್ರೋಲ್ ರೂಂ ತೆರೆಯಲಾಗಿದೆ. ಮಳೆ ಹಾನಿಗೆ ಸಂಬಂಧಿಸಿದ ದೂರುಗಳನ್ನು ಸಹಾಯವಾಣಿ ಸಂಖ್ಯೆ 9243345433 ಗೆ ಸಂಪರ್ಕಿಸುವ ಮೂಲಕ ಸಾರ್ವಜನಿಕರು ದಾಖಲಿಸಬಹುದು. ತಾಲ್ಲೂಕು ಮಟ್ಟದಲ್ಲಿಯೂ ಕಂಟ್ರೋಲ್ ರೂಂಗಳನ್ನು ತೆರೆಯಲಾಗಿದ್ದು, 24x7 ಕಾರ್ಯನಿರ್ವಹಿಸಲಿವೆ. ಮಳೆಯಿಂದ ಮನೆ ಹಾನಿ, ಬೆಳೆ ಹಾನಿ ಉಂಟಾದಲ್ಲಿ ಸಂಬಂಧಪಟ್ಟ ಗ್ರಾಮ ಆಡಳಿತ ಅಧಿಕಾರಿಗಳಿಗೆ ಮಾಹಿತಿ ನೀಡಬೇಕು ಎಂದು ಜಿಲ್ಲಾಧಿಕಾರಿ ಪ್ರಕಟಣೆಯಲ್ಲಿ ತಿಳಿಸಿದ್ದಾರೆ. <box>1217 173 1505 340</box>
census-body1: ವಿಜಯಪುರ: ನಗರ್ತ ಸಮಾಜದ ಎಲ್ಲಾ ಬಂಧುಗಳು ಜನಗಣತಿಯ ಸಮಯದಲ್ಲಿ ನಿಖರವಾದ ಮಾಹಿತಿ ನೀಡುವ ಮೂಲಕ ಸಮಾಜದ ಸರ್ವತೋಮುಖ ಅಭಿವೃದ್ಧಿಗೆ ಸಹಕರಿಸಬೇಕು ಎಂದು ಮುಖಂಡರು ಕರೆ ನೀಡಿದರು. <box>748 2219 932 2299</box>
helpline-headline: ಮಳೆಯಿಂದ ಆಗುವ ಹಾನಿಯನ್ನು ತಪ್ಪಿಸಲು ಸಹಾಯವಾಣಿ <box>1217 107 1508 158</box>
